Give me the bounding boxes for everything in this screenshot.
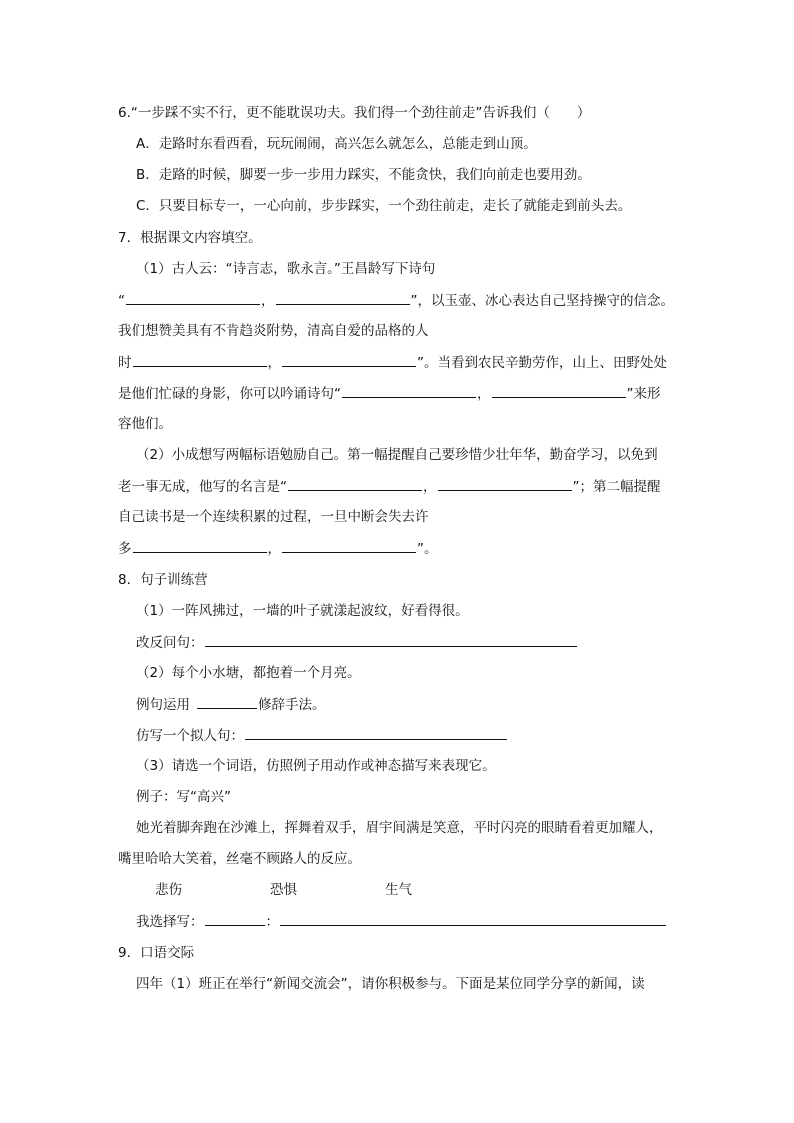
q7-part1-line5-tail: ”来形 (626, 386, 661, 402)
answer-blank[interactable] (438, 476, 572, 491)
q7-part1-line2-tail: ”，以玉壶、冰心表达自己坚持操守的信念。 (410, 293, 674, 309)
answer-line[interactable] (245, 725, 507, 740)
answer-blank[interactable] (288, 476, 422, 491)
q8-sentence-1-task (136, 632, 578, 653)
answer-blank[interactable] (342, 383, 476, 398)
answer-blank[interactable] (126, 290, 260, 305)
q8-sentence-2: （2）每个小水塘，都抱着一个月亮。 (136, 665, 361, 681)
q6-option-b: B．走路的时候，脚要一步一步用力踩实，不能贪快，我们向前走也要用劲。 (136, 167, 591, 183)
comma: ， (423, 479, 437, 495)
q7-part1-intro: （1）古人云：“诗言志，歌永言。”王昌龄写下诗句 (136, 261, 436, 277)
q7-title: 7．根据课文内容填空。 (118, 230, 262, 246)
q9-text: 四年（1）班正在举行“新闻交流会”，请你积极参与。下面是某位同学分享的新闻，读 (136, 976, 645, 992)
q7-part2-intro: （2）小成想写两幅标语勉励自己。第一幅提醒自己要珍惜少壮年华，勤奋学习，以免到 (136, 447, 658, 463)
q8-word-option: 恐惧 (270, 882, 297, 898)
comma: ， (261, 293, 275, 309)
q8-choose-line (136, 911, 667, 932)
q7-part1-line2 (118, 290, 674, 311)
answer-blank[interactable] (205, 911, 265, 926)
answer-line[interactable] (280, 911, 666, 926)
q8-choose-label: 我选择写： (136, 914, 204, 930)
q8-task-label: 改反问句： (136, 635, 204, 651)
answer-blank[interactable] (276, 290, 410, 305)
answer-blank[interactable] (492, 383, 626, 398)
q7-part2-line4 (118, 538, 438, 559)
q8-word-option: 生气 (385, 882, 412, 898)
answer-blank[interactable] (282, 352, 416, 367)
q8-sentence-1: （1）一阵风拂过，一墙的叶子就漾起波纹，好看得很。 (136, 603, 469, 619)
answer-blank[interactable] (197, 694, 257, 709)
q8-task-label: 仿写一个拟人句： (136, 728, 244, 744)
q7-part2-line3: 自己读书是一个连续积累的过程，一旦中断会失去许 (118, 509, 429, 525)
q8-example-text-1: 她光着脚奔跑在沙滩上，挥舞着双手，眉宇间满是笑意，平时闪亮的眼睛看着更加耀人， (136, 820, 663, 836)
q7-part1-line4 (118, 352, 667, 373)
q7-part2-line2-tail: ”；第二幅提醒 (572, 479, 661, 495)
q8-word-option: 悲伤 (155, 882, 182, 898)
q7-part1-line4-tail: ”。当看到农民辛勤劳作，山上、田野处处 (417, 355, 667, 371)
q7-part1-line4-head: 时 (118, 355, 132, 371)
q8-sentence-3: （3）请选一个词语，仿照例子用动作或神态描写来表现它。 (136, 758, 496, 774)
comma: ， (477, 386, 491, 402)
q8-example-label: 例子：写“高兴” (136, 789, 231, 805)
q7-part2-line4-head: 多 (118, 541, 132, 557)
answer-blank[interactable] (282, 538, 416, 553)
q8-task-label: 例句运用 (136, 697, 190, 713)
q7-part1-line3: 我们想赞美具有不肯趋炎附势，清高自爱的品格的人 (118, 323, 429, 339)
q7-part1-line5-head: 是他们忙碌的身影，你可以吟诵诗句“ (118, 386, 341, 402)
q8-sentence-2-task2 (136, 725, 508, 746)
q8-task-tail: 修辞手法。 (258, 697, 326, 713)
comma: ， (267, 355, 281, 371)
q6-stem: 6.“一步踩不实不行，更不能耽误功夫。我们得一个劲往前走”告诉我们（ ） (118, 105, 591, 121)
q7-part1-line5 (118, 383, 661, 404)
colon: ： (265, 914, 279, 930)
q6-option-c: C．只要目标专一，一心向前，步步踩实，一个劲往前走，走长了就能走到前头去。 (136, 198, 632, 214)
q8-sentence-2-task (136, 694, 326, 715)
q9-title: 9．口语交际 (118, 945, 195, 961)
open-quote: “ (118, 293, 125, 309)
q7-part2-line4-tail: ”。 (417, 541, 438, 557)
answer-blank[interactable] (133, 352, 267, 367)
q8-title: 8．句子训练营 (118, 572, 208, 588)
answer-blank[interactable] (133, 538, 267, 553)
q6-option-a: A．走路时东看西看，玩玩闹闹，高兴怎么就怎么，总能走到山顶。 (136, 136, 537, 152)
q7-part2-line2-head: 老一事无成，他写的名言是“ (118, 479, 287, 495)
q7-part1-line6: 容他们。 (118, 416, 172, 432)
answer-line[interactable] (205, 632, 577, 647)
comma: ， (267, 541, 281, 557)
q8-example-text-2: 嘴里哈哈大笑着，丝毫不顾路人的反应。 (118, 851, 361, 867)
q7-part2-line2 (118, 476, 661, 497)
